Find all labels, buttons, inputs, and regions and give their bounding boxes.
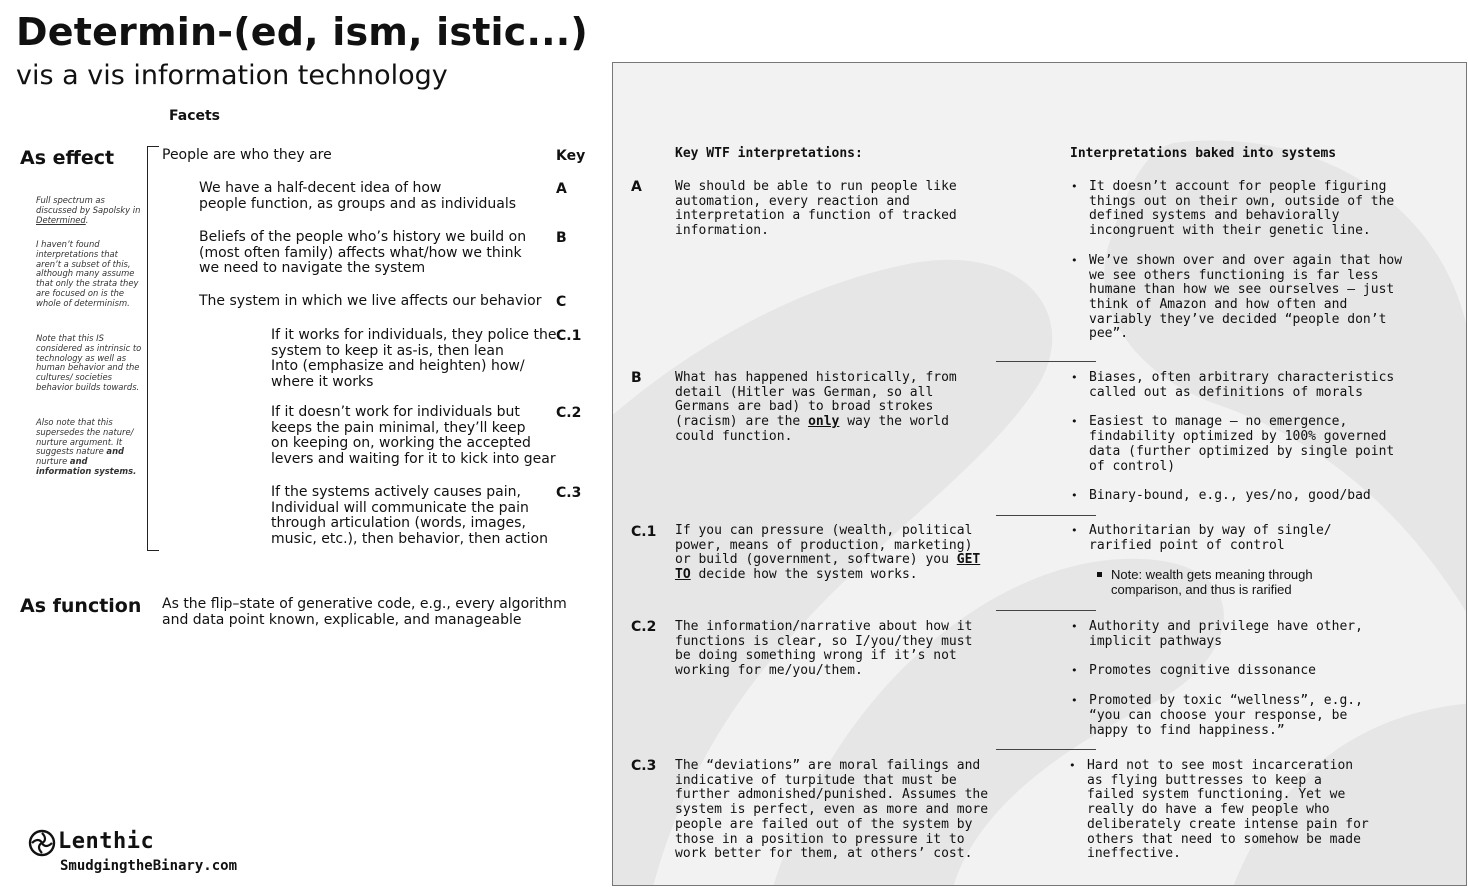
note-emphasis: and (106, 446, 125, 457)
facets-heading: Facets (169, 108, 221, 124)
interpretation-text (675, 524, 1045, 583)
facet-item: Beliefs of the people who’s history we build on (most often family) affects what/how we think we need to navigate the system (199, 229, 527, 276)
list-item: • It doesn’t account for people figuring things out on their own, outside of the defined systems and behaviorally incongruent with their genetic line. (1089, 180, 1458, 239)
brand-name: Lenthic (58, 829, 155, 854)
note-text: . (85, 214, 89, 225)
facet-item: We have a half-decent idea of how people function, as groups and as individuals (199, 180, 517, 212)
lenthic-logo-icon (28, 829, 56, 857)
key-heading: Key (556, 148, 586, 164)
page-title: Determin-(ed, ism, istic...) (16, 10, 588, 54)
row-key: B (631, 370, 642, 386)
systems-bullets (1068, 620, 1458, 738)
note-text: Full spectrum as discussed by Sapolsky in (36, 195, 141, 215)
page-subtitle: vis a vis information technology (16, 60, 448, 91)
list-item: • Authoritarian by way of single/ rarified point of control (1089, 524, 1458, 553)
column-heading-interpretations: Key WTF interpretations: (675, 146, 863, 161)
facet-key: A (556, 181, 567, 197)
systems-bullets (1068, 371, 1458, 504)
interpretation-text: The information/narrative about how it functions is clear, so I/you/they must be doing something wrong if it’s not working for me/you/them. (675, 619, 973, 679)
row-key: C.1 (631, 524, 657, 540)
note-text: nurture (36, 456, 70, 467)
list-item: • Binary-bound, e.g., yes/no, good/bad (1089, 489, 1458, 504)
note-nature-nurture (36, 418, 144, 477)
facet-item: The system in which we live affects our behavior (199, 293, 542, 309)
note-intrinsic: Note that this IS considered as intrinsic to technology as well as human behavior and the cultures/ societies behavior builds towards. (36, 333, 142, 392)
sub-bullet-list (1093, 567, 1453, 597)
row-key: C.2 (631, 619, 657, 635)
facet-item: People are who they are (162, 147, 332, 163)
interpretation-segment: decide how the system works. (690, 567, 918, 583)
row-key: A (631, 179, 642, 195)
list-item: • Authority and privilege have other, implicit pathways (1089, 620, 1458, 649)
note-interpretations: I haven’t found interpretations that aren’t a subset of this, although many assume that only the strata they are focused on is the whole of determinism. (36, 239, 139, 308)
systems-bullets (1068, 180, 1458, 342)
list-item: • Promotes cognitive dissonance (1089, 664, 1458, 679)
interpretation-text: We should be able to run people like automation, every reaction and interpretation a function of tracked information. (675, 179, 957, 239)
row-divider (996, 610, 1096, 611)
note-text: Also note that this supersedes the nature/ nurture argument. It suggests nature (36, 417, 134, 457)
interpretation-emphasis: only (808, 414, 840, 430)
facet-key: B (556, 230, 567, 246)
list-item: • Biases, often arbitrary characteristics called out as definitions of morals (1089, 371, 1458, 400)
facet-key: C.2 (556, 405, 582, 421)
interpretation-text (675, 371, 1045, 445)
column-heading-systems: Interpretations baked into systems (1070, 146, 1337, 161)
facet-item: If it works for individuals, they police the system to keep it as-is, then lean Into (emphasize and heighten) how/ where it works (271, 327, 557, 390)
interpretation-segment: way the world could function. (675, 414, 949, 444)
facet-key: C (556, 294, 567, 310)
list-item: • We’ve shown over and over again that how we see others functioning is far less humane than how we see ourselves – just think of Amazon and how often and variably they’ve decided “people don’t pee”. (1089, 254, 1458, 342)
sub-list-item: Note: wealth gets meaning through comparison, and thus is rarified (1111, 567, 1453, 597)
systems-bullets (1068, 524, 1458, 553)
row-key: C.3 (631, 758, 657, 774)
note-sapolsky (36, 196, 144, 225)
as-function-text: As the flip–state of generative code, e.g., every algorithm and data point known, explicable, and manageable (162, 596, 567, 628)
interpretation-text: The “deviations” are moral failings and indicative of turpitude that must be further admonished/punished. Assumes the system is perfect, even as more and more people are failed out of the system by those in a position to pressure it to work better for them, at others’ cost. (675, 758, 989, 862)
row-divider (996, 749, 1096, 750)
row-divider (996, 515, 1096, 516)
facet-key: C.3 (556, 485, 582, 501)
note-emphasis: and information systems. (36, 456, 137, 476)
book-title-link: Determined (36, 214, 86, 225)
facet-item: If it doesn’t work for individuals but keeps the pain minimal, they’ll keep on keeping on, working the accepted levers and waiting for it to kick into gear (271, 404, 556, 467)
systems-bullets (1066, 759, 1456, 862)
list-item: • Promoted by toxic “wellness”, e.g., “you can choose your response, be happy to find happiness.” (1089, 694, 1458, 738)
as-function-label: As function (20, 595, 142, 617)
interpretation-segment: What has happened historically, from detail (Hitler was German, so all Germans are bad) to broad strokes (racism) are the (675, 370, 957, 430)
list-item: • Easiest to manage – no emergence, findability optimized by 100% governed data (further optimized by single point of control) (1089, 415, 1458, 474)
site-url[interactable]: SmudgingtheBinary.com (60, 858, 238, 874)
facet-key: C.1 (556, 328, 582, 344)
facets-bracket (147, 146, 159, 551)
list-item: • Hard not to see most incarceration as flying buttresses to keep a failed system functioning. Yet we really do have a few people who deliberately create intense pain for others that need to somehow be made ineffective. (1087, 759, 1456, 862)
interpretation-segment: If you can pressure (wealth, political power, means of production, marketing) or build (government, software) you (675, 523, 973, 568)
row-divider (996, 361, 1096, 362)
as-effect-label: As effect (20, 147, 115, 169)
facet-item: If the systems actively causes pain, Individual will communicate the pain through articulation (words, images, music, etc.), then behavior, then action (271, 484, 548, 547)
interpretation-emphasis: GET TO (675, 552, 981, 583)
